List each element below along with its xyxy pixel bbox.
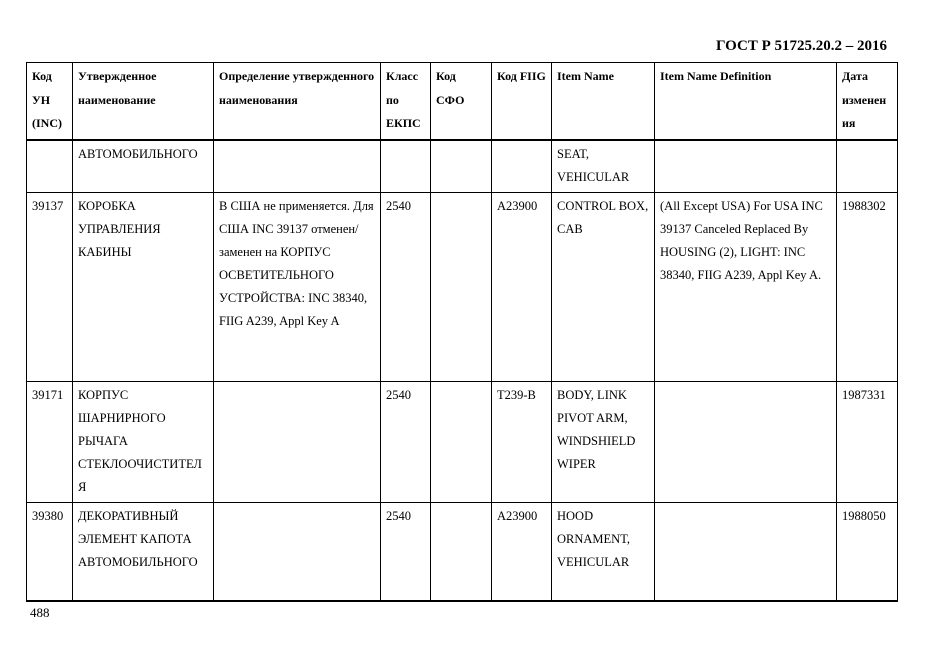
cell-definition: В США не применяется. Для США INC 39137 отменен/заменен на КОРПУС ОСВЕТИТЕЛЬНОГО УСТРОЙСТВА: INC 38340, FIIG A239, Appl Key A bbox=[214, 192, 381, 381]
cell-inc bbox=[27, 140, 73, 193]
cell-item-name-definition: (All Except USA) For USA INC 39137 Canceled Replaced By HOUSING (2), LIGHT: INC 38340, FIIG A239, Appl Key A. bbox=[655, 192, 837, 381]
cell-inc: 39171 bbox=[27, 381, 73, 502]
cell-fiig-code bbox=[492, 140, 552, 193]
cell-change-date: 1987331 bbox=[837, 381, 898, 502]
col-header-definition: Определение утвержденного наименования bbox=[214, 63, 381, 140]
page-number: 488 bbox=[30, 605, 50, 620]
cell-item-name-definition bbox=[655, 140, 837, 193]
col-header-ekps-class: Класс по ЕКПС bbox=[381, 63, 431, 140]
cell-inc: 39380 bbox=[27, 502, 73, 601]
col-header-item-name: Item Name bbox=[552, 63, 655, 140]
cell-fiig-code: T239-B bbox=[492, 381, 552, 502]
cell-item-name: BODY, LINK PIVOT ARM, WINDSHIELD WIPER bbox=[552, 381, 655, 502]
cell-sfo-code bbox=[431, 502, 492, 601]
table-header-row bbox=[27, 63, 898, 140]
cell-approved-name: АВТОМОБИЛЬНОГО bbox=[73, 140, 214, 193]
cell-inc: 39137 bbox=[27, 192, 73, 381]
cell-ekps-class: 2540 bbox=[381, 502, 431, 601]
col-header-approved-name: Утвержденное наименование bbox=[73, 63, 214, 140]
table-row bbox=[27, 502, 898, 601]
cell-sfo-code bbox=[431, 192, 492, 381]
cell-approved-name: КОРОБКА УПРАВЛЕНИЯ КАБИНЫ bbox=[73, 192, 214, 381]
col-header-fiig-code: Код FIIG bbox=[492, 63, 552, 140]
cell-ekps-class: 2540 bbox=[381, 192, 431, 381]
cell-item-name: CONTROL BOX, CAB bbox=[552, 192, 655, 381]
cell-change-date: 1988050 bbox=[837, 502, 898, 601]
cell-sfo-code bbox=[431, 140, 492, 193]
col-header-change-date: Дата изменения bbox=[837, 63, 898, 140]
cell-definition bbox=[214, 502, 381, 601]
cell-ekps-class bbox=[381, 140, 431, 193]
col-header-sfo-code: Код СФО bbox=[431, 63, 492, 140]
document-header: ГОСТ Р 51725.20.2 – 2016 bbox=[715, 38, 887, 54]
cell-change-date: 1988302 bbox=[837, 192, 898, 381]
cell-fiig-code: A23900 bbox=[492, 502, 552, 601]
cell-fiig-code: A23900 bbox=[492, 192, 552, 381]
cell-item-name: SEAT, VEHICULAR bbox=[552, 140, 655, 193]
table-row bbox=[27, 192, 898, 381]
cell-definition bbox=[214, 381, 381, 502]
cell-approved-name: ДЕКОРАТИВНЫЙ ЭЛЕМЕНТ КАПОТА АВТОМОБИЛЬНОГО bbox=[73, 502, 214, 601]
cell-item-name-definition bbox=[655, 381, 837, 502]
cell-change-date bbox=[837, 140, 898, 193]
col-header-item-name-definition: Item Name Definition bbox=[655, 63, 837, 140]
table-row bbox=[27, 140, 898, 193]
cell-item-name: HOOD ORNAMENT, VEHICULAR bbox=[552, 502, 655, 601]
cell-sfo-code bbox=[431, 381, 492, 502]
cell-item-name-definition bbox=[655, 502, 837, 601]
col-header-inc: Код УН (INC) bbox=[27, 63, 73, 140]
cell-ekps-class: 2540 bbox=[381, 381, 431, 502]
cell-definition bbox=[214, 140, 381, 193]
table-row bbox=[27, 381, 898, 502]
cell-approved-name: КОРПУС ШАРНИРНОГО РЫЧАГА СТЕКЛООЧИСТИТЕЛЯ bbox=[73, 381, 214, 502]
gost-classification-table bbox=[26, 62, 898, 602]
